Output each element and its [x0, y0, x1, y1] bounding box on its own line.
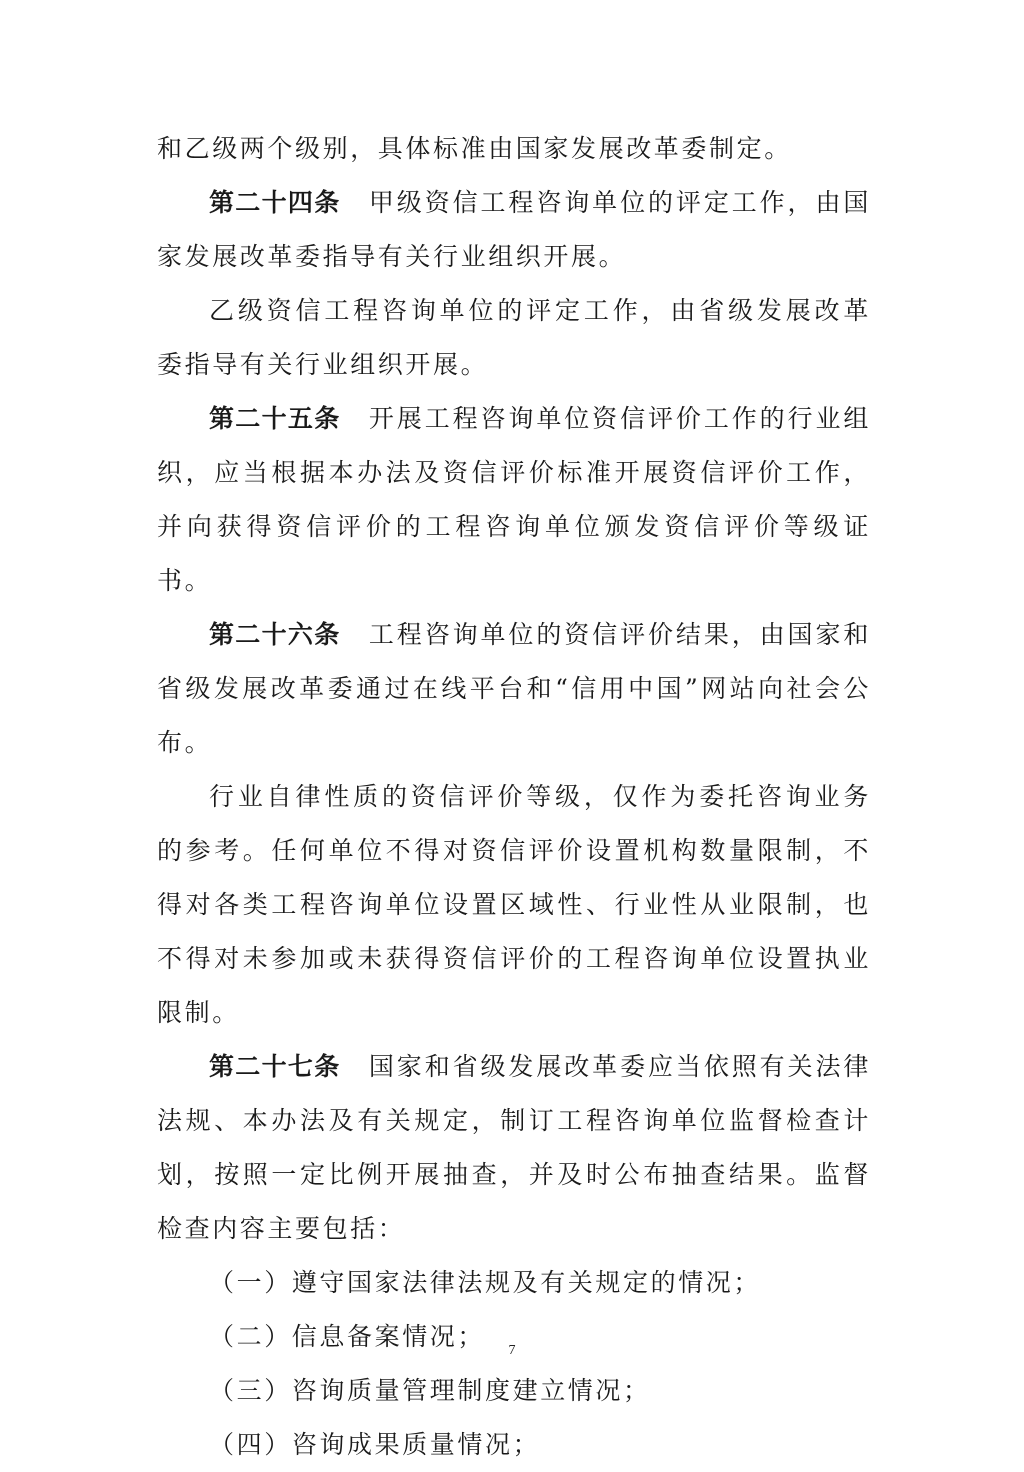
list-item: （二）信息备案情况；	[209, 1322, 486, 1351]
article-number: 第二十四条	[209, 188, 341, 217]
page-number: 7	[508, 1343, 516, 1358]
list-item: （四）咨询成果质量情况；	[209, 1430, 541, 1459]
paragraph-text: 国家和省级发展改革委应当依照有关法律法规、本办法及有关规定，制订工程咨询单位监督检查计划，按照一定比例开展抽查，并及时公布抽查结果。监督检查内容主要包括：	[157, 1052, 871, 1243]
article-number: 第二十六条	[209, 620, 341, 649]
paragraph-level-b	[157, 284, 871, 392]
article-27	[157, 1040, 871, 1256]
article-24	[157, 176, 871, 284]
article-26	[157, 608, 871, 770]
paragraph-text: 开展工程咨询单位资信评价工作的行业组织，应当根据本办法及资信评价标准开展资信评价工作，并向获得资信评价的工程咨询单位颁发资信评价等级证书。	[157, 404, 871, 595]
paragraph-text: 和乙级两个级别，具体标准由国家发展改革委制定。	[157, 134, 792, 163]
article-25	[157, 392, 871, 608]
paragraph-text: 甲级资信工程咨询单位的评定工作，由国家发展改革委指导有关行业组织开展。	[157, 188, 871, 271]
article-number: 第二十七条	[209, 1052, 341, 1081]
paragraph-text: 行业自律性质的资信评价等级，仅作为委托咨询业务的参考。任何单位不得对资信评价设置机构数量限制，不得对各类工程咨询单位设置区域性、行业性从业限制，也不得对未参加或未获得资信评价的工程咨询单位设置执业限制。	[157, 782, 871, 1027]
paragraph-text: 工程咨询单位的资信评价结果，由国家和省级发展改革委通过在线平台和“信用中国”网站向社会公布。	[157, 620, 871, 757]
paragraph-continuation	[157, 122, 871, 176]
paragraph-self-regulation	[157, 770, 871, 1040]
paragraph-text: 乙级资信工程咨询单位的评定工作，由省级发展改革委指导有关行业组织开展。	[157, 296, 871, 379]
list-item: （一）遵守国家法律法规及有关规定的情况；	[209, 1268, 762, 1297]
list-item: （三）咨询质量管理制度建立情况；	[209, 1376, 651, 1405]
document-body	[157, 122, 871, 1472]
article-number: 第二十五条	[209, 404, 341, 433]
